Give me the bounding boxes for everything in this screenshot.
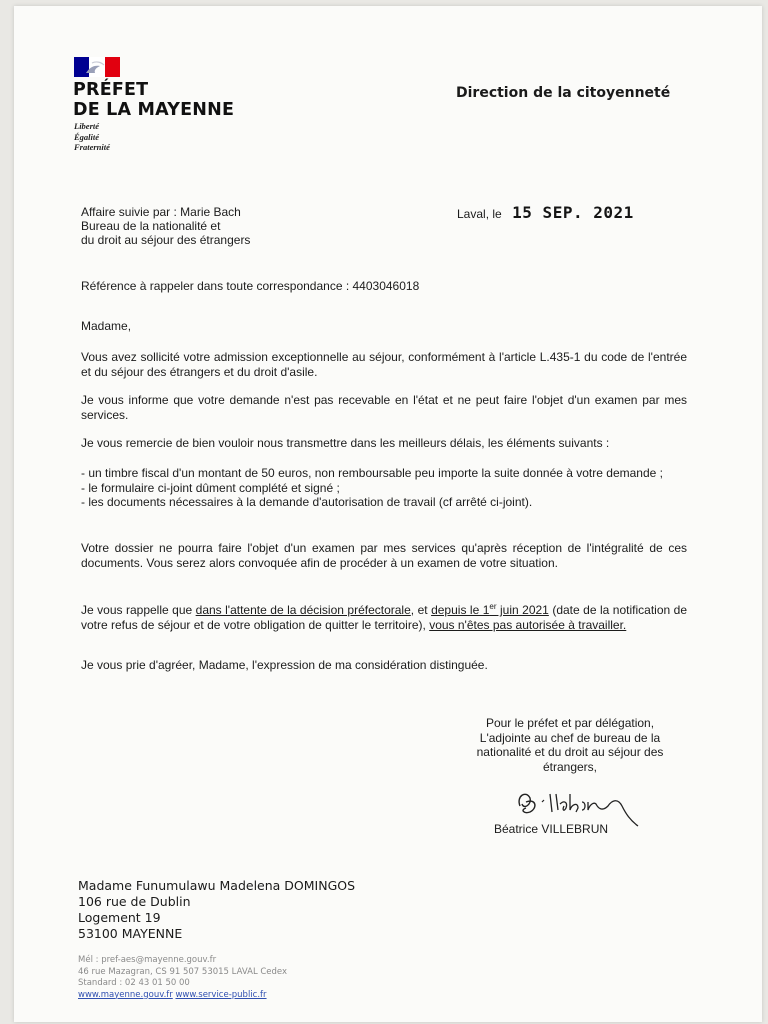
paragraph-5 (81, 600, 687, 632)
p5-part-c: , et (410, 603, 432, 617)
letter-page (14, 6, 762, 1022)
footer-contact (78, 955, 287, 1001)
paragraph-4 (81, 541, 687, 570)
recipient-unit: Logement 19 (78, 910, 161, 925)
motto-fraternite: Fraternité (74, 142, 110, 152)
direction-title: Direction de la citoyenneté (456, 85, 671, 101)
date-prefix: Laval, le (457, 207, 502, 221)
motto-liberte: Liberté (74, 121, 100, 131)
marianne-flag-logo (74, 57, 120, 77)
role-line-2: nationalité et du droit au séjour des (476, 745, 664, 759)
p5-underlined-warning: vous n'êtes pas autorisée à travailler. (429, 617, 627, 632)
list-item: - le formulaire ci-joint dûment complété et signé ; (81, 480, 340, 495)
paragraph-3 (81, 436, 687, 451)
recipient-address (78, 878, 355, 942)
service-public-link[interactable]: www.service-public.fr (175, 989, 267, 1000)
list-item: - un timbre fiscal d'un montant de 50 euros, non remboursable peu importe la suite donnée à votre demande ; (81, 466, 663, 480)
recipient-street: 106 rue de Dublin (78, 894, 191, 909)
paragraph-2-text: Je vous informe que votre demande n'est pas recevable en l'état et ne peut faire l'objet d'un examen par mes services. (81, 393, 687, 422)
case-handler-block (81, 205, 250, 247)
footer-phone: Standard : 02 43 01 50 00 (78, 978, 190, 988)
handwritten-signature (512, 780, 642, 828)
signer-name: Béatrice VILLEBRUN (494, 822, 609, 836)
bureau-line-2: du droit au séjour des étrangers (81, 233, 251, 247)
footer-mail: Mél : pref-aes@mayenne.gouv.fr (78, 955, 217, 965)
case-handler-line: Affaire suivie par : Marie Bach (81, 205, 241, 219)
role-line-3: étrangers, (542, 759, 598, 774)
motto-egalite: Égalité (74, 131, 100, 142)
footer-address: 46 rue Mazagran, CS 91 507 53015 LAVAL Cedex (78, 966, 288, 977)
paragraph-5-text (81, 600, 687, 632)
reference-line: Référence à rappeler dans toute correspondance : 4403046018 (81, 279, 420, 293)
paragraph-3-text: Je vous remercie de bien vouloir nous transmettre dans les meilleurs délais, les éléments suivants : (81, 436, 610, 450)
recipient-name: Madame Funumulawu Madelena DOMINGOS (78, 878, 356, 893)
p5-part-f: (date de la notification de votre refus de séjour et de votre obligation de quitter le territoire), (81, 603, 687, 632)
p5-part-a: Je vous rappelle que (81, 603, 196, 617)
paragraph-4-text: Votre dossier ne pourra faire l'objet d'un examen par mes services qu'après réception de l'intégralité de ces documents. Vous serez alors convoquée afin de procéder à un examen de votre situation. (81, 541, 687, 570)
paragraph-1-text: Vous avez sollicité votre admission exceptionnelle au séjour, conformément à l'article L.435-1 du code de l'entrée et du séjour des étrangers et du droit d'asile. (81, 350, 687, 379)
recipient-city: 53100 MAYENNE (78, 926, 183, 941)
paragraph-1 (81, 350, 687, 379)
p5-underlined-attente: dans l'attente de la décision préfectorale (195, 603, 411, 617)
logo-line-2: DE LA MAYENNE (73, 100, 235, 120)
prefecture-website-link[interactable]: www.mayenne.gouv.fr (78, 989, 173, 1000)
p5-underlined-depuis (431, 603, 549, 617)
p5-date-text: juin 2021 (496, 603, 549, 617)
date-stamp: 15 SEP. 2021 (512, 203, 634, 222)
p5-superscript: er (489, 602, 497, 611)
prefecture-logo-text (73, 80, 234, 120)
role-line-1: L'adjointe au chef de bureau de la (479, 730, 661, 745)
paragraph-6 (81, 658, 687, 673)
required-items-list (81, 466, 687, 510)
republic-motto (74, 121, 110, 153)
bureau-line-1: Bureau de la nationalité et (81, 219, 221, 233)
date-line (457, 203, 634, 223)
delegation-line: Pour le préfet et par délégation, (485, 716, 655, 730)
salutation: Madame, (81, 319, 132, 333)
closing-formula: Je vous prie d'agréer, Madame, l'expression de ma considération distinguée. (81, 658, 488, 672)
p5-depuis-text: depuis le 1 (431, 603, 490, 617)
list-item: - les documents nécessaires à la demande d'autorisation de travail (cf arrêté ci-joint). (81, 495, 533, 509)
signature-block (440, 716, 700, 774)
logo-line-1: PRÉFET (73, 80, 149, 100)
footer-links (78, 990, 287, 1002)
paragraph-2 (81, 393, 687, 422)
